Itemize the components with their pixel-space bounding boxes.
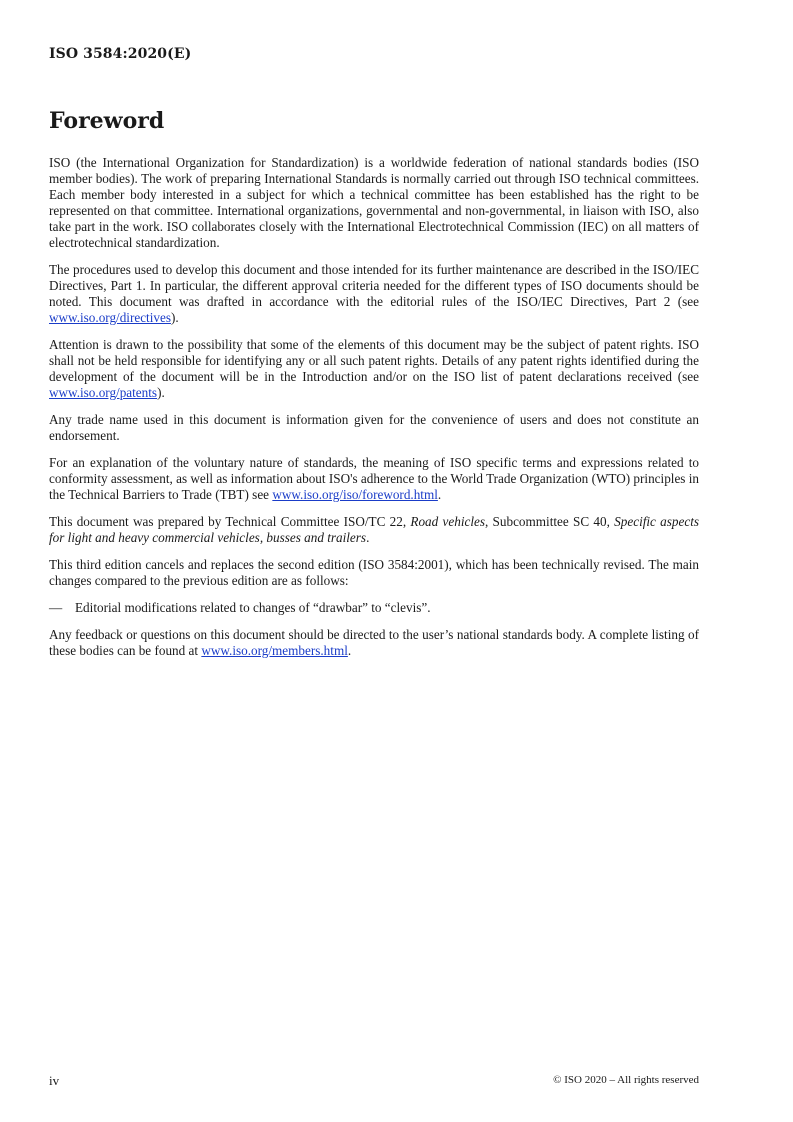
paragraph-text: Attention is drawn to the possibility that some of the elements of this document may be the subject of patent rights. ISO shall not be held responsible for identifying any or all such patent rights. Details of any patent rights identified during the development of the document will be in the Introduction and/or on the ISO list of patent declarations received (see	[49, 337, 699, 384]
paragraph-text: , Subcommittee SC 40,	[484, 514, 615, 529]
members-link[interactable]: www.iso.org/members.html	[201, 643, 348, 658]
paragraph-edition: This third edition cancels and replaces the second edition (ISO 3584:2001), which has been technically revised. The main changes compared to the previous edition are as follows:	[49, 557, 699, 588]
committee-name: Road vehicles	[410, 514, 485, 529]
paragraph-text: The procedures used to develop this document and those intended for its further maintenance are described in the ISO/IEC Directives, Part 1. In particular, the different approval criteria needed for the different types of ISO documents should be noted. This document was drafted in accordance with the editorial rules of the ISO/IEC Directives, Part 2 (see	[49, 262, 699, 309]
paragraph-committee	[49, 514, 699, 546]
list-item	[49, 600, 699, 616]
dash-marker: —	[49, 600, 63, 615]
page-number: iv	[49, 1073, 60, 1088]
paragraph-end: .	[437, 487, 442, 502]
list-item-text: Editorial modifications related to changes of “drawbar” to “clevis”.	[75, 600, 431, 615]
paragraph-end: ).	[170, 310, 179, 325]
paragraph-text: Any feedback or questions on this document should be directed to the user’s national standards body. A complete listing of these bodies can be found at	[49, 627, 699, 658]
foreword-link[interactable]: www.iso.org/iso/foreword.html	[272, 487, 438, 502]
paragraph-text: This document was prepared by Technical Committee ISO/TC 22,	[49, 514, 411, 529]
paragraph-end: .	[366, 530, 370, 545]
document-id: ISO 3584:2020(E)	[49, 46, 192, 62]
subcommittee-name: Specific aspects for light and heavy commercial vehicles, busses and trailers	[49, 514, 700, 545]
directives-link[interactable]: www.iso.org/directives	[49, 310, 171, 325]
page-title: Foreword	[49, 108, 165, 134]
paragraph-voluntary	[49, 455, 699, 503]
paragraph-end: .	[347, 643, 352, 658]
paragraph-feedback	[49, 627, 699, 659]
paragraph-patents	[49, 337, 699, 401]
paragraph-trade-name: Any trade name used in this document is information given for the convenience of users and does not constitute an endorsement.	[49, 412, 699, 443]
paragraph-end: ).	[157, 385, 165, 400]
paragraph-text: For an explanation of the voluntary nature of standards, the meaning of ISO specific terms and expressions related to conformity assessment, as well as information about ISO's adherence to the World Trade Organization (WTO) principles in the Technical Barriers to Trade (TBT) see	[49, 455, 699, 502]
copyright-notice: © ISO 2020 – All rights reserved	[553, 1074, 699, 1086]
patents-link[interactable]: www.iso.org/patents	[49, 385, 158, 400]
foreword-body	[49, 155, 699, 670]
paragraph-iso-intro: ISO (the International Organization for Standardization) is a worldwide federation of national standards bodies (ISO member bodies). The work of preparing International Standards is normally carried out through ISO technical committees. Each member body interested in a subject for which a technical committee has been established has the right to be represented on that committee. International organizations, governmental and non-governmental, in liaison with ISO, also take part in the work. ISO collaborates closely with the International Electrotechnical Commission (IEC) on all matters of electrotechnical standardization.	[49, 155, 699, 250]
paragraph-procedures	[49, 262, 699, 326]
